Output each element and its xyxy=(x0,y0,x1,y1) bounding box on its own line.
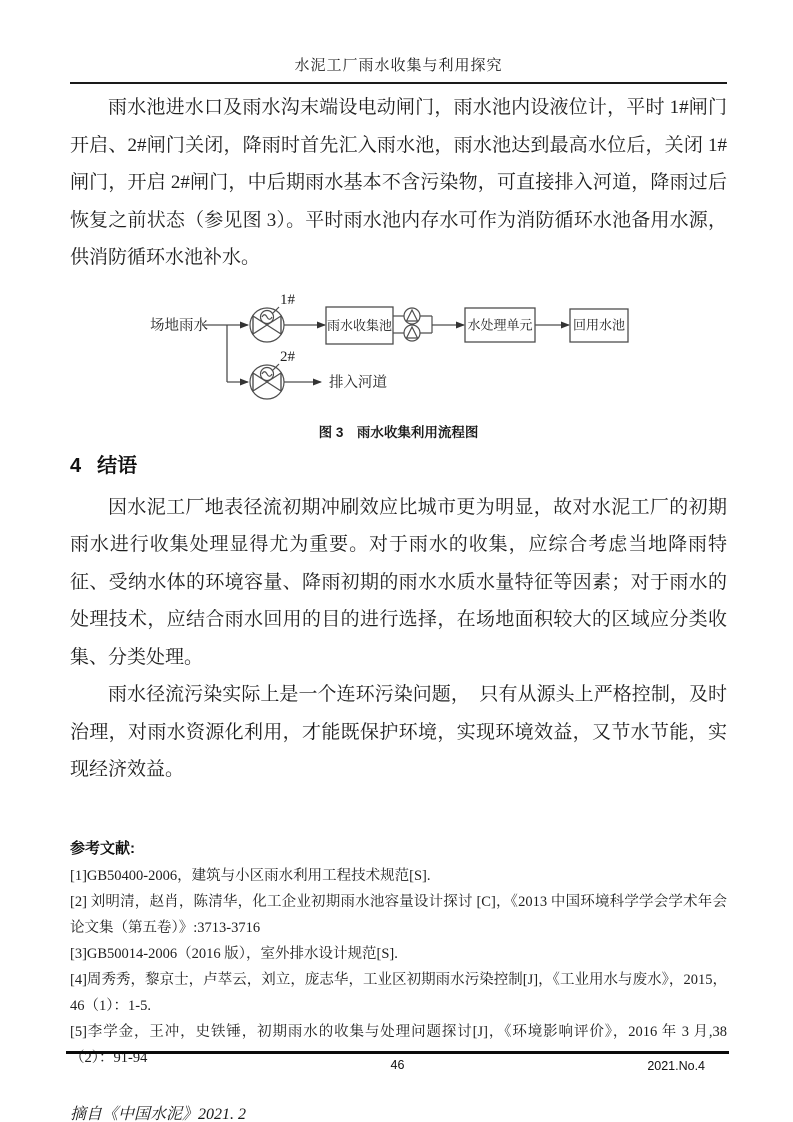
paragraph-conclusion-1: 因水泥工厂地表径流初期冲刷效应比城市更为明显，故对水泥工厂的初期雨水进行收集处理显得尤为重要。对于雨水的收集，应综合考虑当地降雨特征、受纳水体的环境容量、降雨初期的雨水水质水量特征等因素；对于雨水的处理技术，应结合雨水回用的目的进行选择，在场地面积较大的区域应分类收集、分类处理。 xyxy=(70,496,727,668)
section-heading xyxy=(70,449,727,478)
running-header xyxy=(70,0,727,84)
valve-2-label: 2# xyxy=(280,348,295,365)
running-header-title: 水泥工厂雨水收集与利用探究 xyxy=(294,58,503,74)
valve-1-label: 1# xyxy=(280,291,295,308)
page-footer xyxy=(66,1051,729,1076)
river-discharge-label: 排入河道 xyxy=(329,374,387,391)
reference-item: [5]李学金，王冲，史铁锤，初期雨水的收集与处理问题探讨[J]，《环境影响评价》，2016 年 3 月,38（2）：91-94 xyxy=(70,1023,727,1066)
diagram-source-label: 场地雨水 xyxy=(150,317,208,334)
section-title: 结语 xyxy=(97,454,138,477)
paragraph-conclusion-2: 雨水径流污染实际上是一个连环污染问题， 只有从源头上严格控制，及时治理，对雨水资源化利用，才能既保护环境，实现环境效益，又节水节能，实现经济效益。 xyxy=(70,684,727,780)
collection-pool-label: 雨水收集池 xyxy=(326,317,393,333)
reference-item: [1]GB50400-2006，建筑与小区雨水利用工程技术规范[S]. xyxy=(70,867,431,884)
reuse-pool-label: 回用水池 xyxy=(572,317,626,332)
valve-2-icon xyxy=(250,364,284,399)
reference-item: [2] 刘明清，赵肖，陈清华，化工企业初期雨水池容量设计探讨 [C]，《2013 中国环境科学学会学术年会论文集（第五卷）》:3713-3716 xyxy=(70,893,727,936)
footer-page-number: 46 xyxy=(390,1058,405,1072)
figure-caption: 图 3 雨水收集利用流程图 xyxy=(318,424,479,440)
section-number: 4 xyxy=(70,454,82,477)
flow-diagram-svg xyxy=(140,286,680,412)
paragraph-rainwater-pool: 雨水池进水口及雨水沟末端设电动闸门，雨水池内设液位计，平时 1#闸门开启、2#闸门关闭，降雨时首先汇入雨水池，雨水池达到最高水位后，关闭 1#闸门，开启 2#闸门，中后期雨水基本不含污染物，可直接排入河道，降雨过后恢复之前状态（参见图 3）。平时雨水池内存水可作为消防循环水池备用水源，供消防循环水池补水。 xyxy=(70,97,727,268)
references-heading: 参考文献: xyxy=(70,839,135,857)
reference-item: [3]GB50014-2006（2016 版），室外排水设计规范[S]. xyxy=(70,945,398,962)
footer-issue: 2021.No.4 xyxy=(647,1059,705,1073)
reference-item: [4]周秀秀，黎京士，卢萃云，刘立，庞志华，工业区初期雨水污染控制[J]，《工业用水与废水》，2015，46（1）：1-5. xyxy=(70,971,727,1014)
source-note: 摘自《中国水泥》2021. 2 xyxy=(70,1105,247,1122)
figure-3-flow-diagram xyxy=(140,286,727,417)
header-rule xyxy=(70,82,727,84)
treatment-unit-label: 水处理单元 xyxy=(467,317,533,332)
pump-icons xyxy=(393,308,432,341)
valve-1-icon xyxy=(250,307,284,342)
references-section xyxy=(70,837,727,1071)
